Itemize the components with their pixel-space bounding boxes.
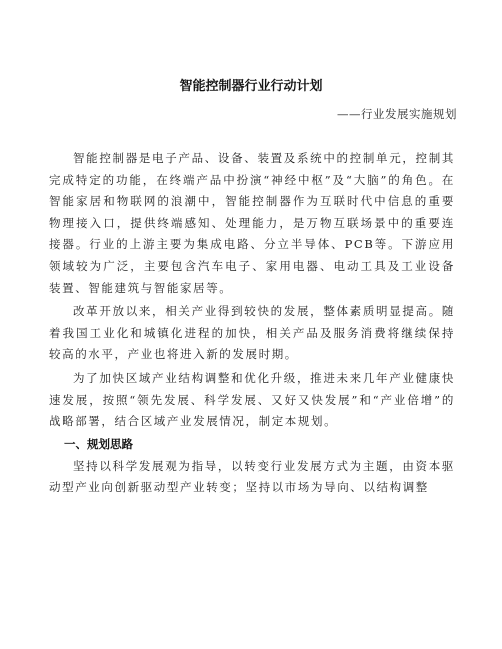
document-subtitle: ——行业发展实施规划 <box>337 107 457 121</box>
document-title: 智能控制器行业行动计划 <box>179 79 323 94</box>
paragraph-purpose: 为了加快区域产业结构调整和优化升级，推进未来几年产业健康快速发展，按照“领先发展、科学发展、又好又快发展”和“产业倍增”的战略部署，结合区域产业发展情况，制定本规划。 <box>49 370 455 429</box>
paragraph-intro: 智能控制器是电子产品、设备、装置及系统中的控制单元，控制其完成特定的功能，在终端产品中扮演“神经中枢”及“大脑”的角色。在智能家居和物联网的浪潮中，智能控制器作为互联时代中信息的重要物理接入口，提供终端感知、处理能力，是万物互联场景中的重要连接器。行业的上游主要为集成电路、分立半导体、PCB等。下游应用领域较为广泛，主要包含汽车电子、家用电器、电动工具及工业设备装置、智能建筑与智能家居等。 <box>49 151 455 295</box>
paragraph-planning: 坚持以科学发展观为指导，以转变行业发展方式为主题，由资本驱动型产业向创新驱动型产业转变；坚持以市场为导向、以结构调整 <box>49 458 455 495</box>
paragraph-reform: 改革开放以来，相关产业得到较快的发展，整体素质明显提高。随着我国工业化和城镇化进程的加快，相关产品及服务消费将继续保持较高的水平，产业也将进入新的发展时期。 <box>49 304 455 362</box>
section-heading-planning: 一、规划思路 <box>64 436 133 451</box>
document-body <box>49 148 455 499</box>
